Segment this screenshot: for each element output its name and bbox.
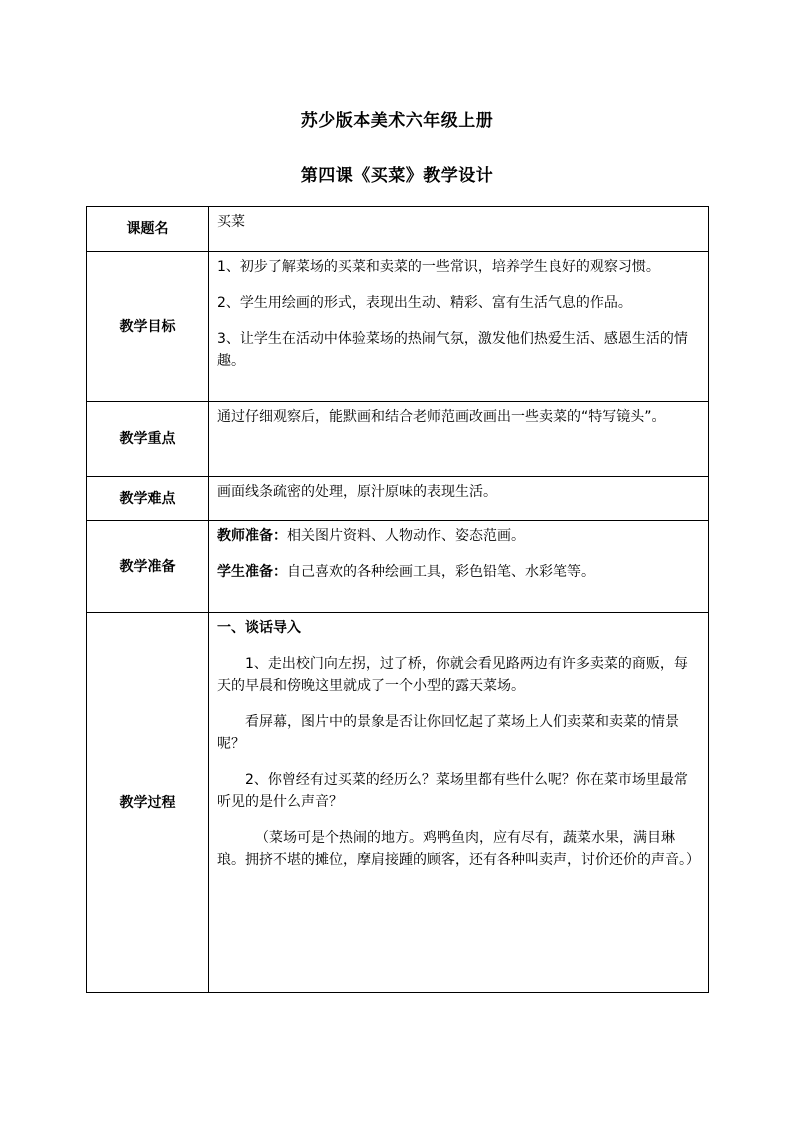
teacher-preparation-text: 相关图片资料、人物动作、姿态范画。 — [287, 528, 525, 544]
process-paragraph: 2、你曾经有过买菜的经历么？菜场里都有些什么呢？你在菜市场里最常听见的是什么声音？ — [217, 772, 688, 810]
document-subtitle: 第四课《买菜》教学设计 — [300, 166, 494, 186]
goal-item: 3、让学生在活动中体验菜场的热闹气氛，激发他们热爱生活、感恩生活的情趣。 — [217, 331, 688, 369]
process-paragraph: 1、走出校门向左拐，过了桥，你就会看见路两边有许多卖菜的商贩，每天的早晨和傍晚这里就成了一个小型的露天菜场。 — [217, 656, 688, 694]
process-content — [209, 613, 709, 993]
row-process — [87, 613, 709, 993]
process-paragraph: （菜场可是个热闹的地方。鸡鸭鱼肉，应有尽有，蔬菜水果，满目琳琅。拥挤不堪的摊位，摩肩接踵的顾客，还有各种叫卖声，讨价还价的声音。） — [217, 830, 700, 868]
teacher-preparation-label: 教师准备： — [217, 528, 287, 544]
document-title: 苏少版本美术六年级上册 — [300, 111, 494, 131]
student-preparation-label: 学生准备： — [217, 564, 287, 580]
row-preparation — [87, 521, 709, 613]
process-label: 教学过程 — [87, 613, 209, 993]
row-topic — [87, 207, 709, 252]
row-goals — [87, 252, 709, 402]
goal-item: 2、学生用绘画的形式，表现出生动、精彩、富有生活气息的作品。 — [217, 295, 632, 311]
goal-item: 1、初步了解菜场的买菜和卖菜的一些常识，培养学生良好的观察习惯。 — [217, 259, 660, 275]
key-points-text: 通过仔细观察后，能默画和结合老师范画改画出一些卖菜的“特写镜头”。 — [217, 409, 666, 425]
row-difficulties — [87, 477, 709, 521]
row-key-points — [87, 402, 709, 477]
difficulties-content — [209, 477, 709, 521]
topic-value — [209, 207, 709, 252]
key-points-label: 教学重点 — [87, 402, 209, 477]
preparation-content — [209, 521, 709, 613]
goals-label: 教学目标 — [87, 252, 209, 402]
lesson-plan-table — [86, 206, 709, 993]
key-points-content — [209, 402, 709, 477]
goals-content — [209, 252, 709, 402]
student-preparation-text: 自己喜欢的各种绘画工具，彩色铅笔、水彩笔等。 — [287, 564, 595, 580]
student-preparation — [217, 561, 700, 583]
process-heading: 一、谈话导入 — [217, 620, 301, 636]
process-paragraph: 看屏幕，图片中的景象是否让你回忆起了菜场上人们卖菜和卖菜的情景呢？ — [217, 714, 679, 752]
teacher-preparation — [217, 525, 700, 547]
preparation-label: 教学准备 — [87, 521, 209, 613]
difficulties-label: 教学难点 — [87, 477, 209, 521]
topic-label: 课题名 — [87, 207, 209, 252]
difficulties-text: 画面线条疏密的处理，原汁原味的表现生活。 — [217, 484, 497, 500]
topic-text: 买菜 — [217, 214, 245, 230]
